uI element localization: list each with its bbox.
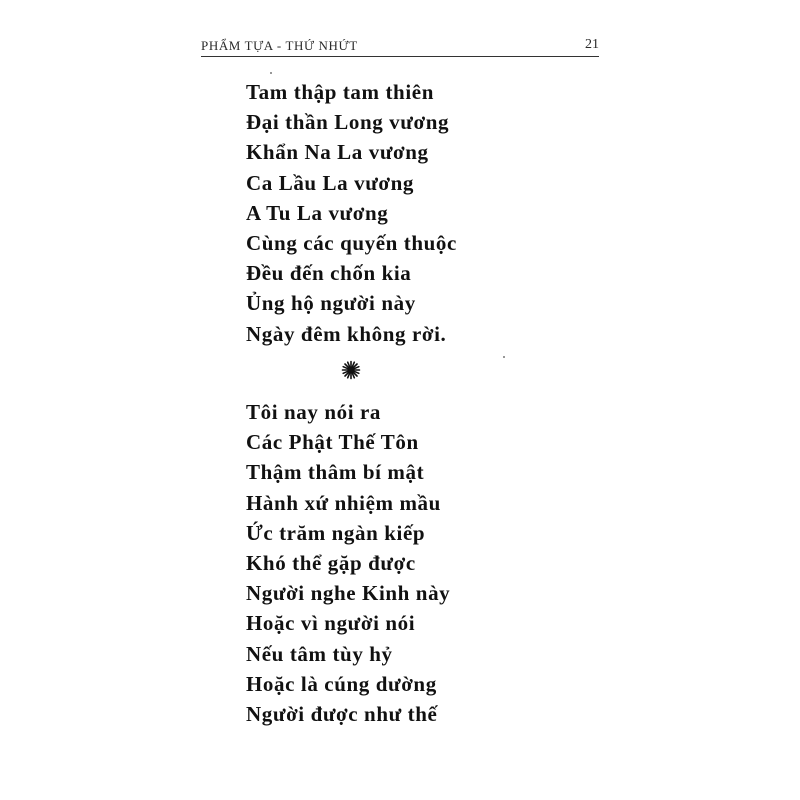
verse-stanza-1 xyxy=(246,77,457,349)
print-speck xyxy=(503,356,505,358)
verse-line: Cùng các quyến thuộc xyxy=(246,230,457,255)
verse-line: Hoặc là cúng dường xyxy=(246,671,437,696)
verse-line: A Tu La vương xyxy=(246,200,389,225)
running-header xyxy=(201,36,599,57)
page-number: 21 xyxy=(585,37,599,52)
verse-line: Nếu tâm tùy hỷ xyxy=(246,641,393,666)
asterisk-star-icon xyxy=(341,360,361,380)
verse-line: Ủng hộ người này xyxy=(246,291,416,316)
verse-line: Tam thập tam thiên xyxy=(246,80,434,104)
verse-line: Các Phật Thế Tôn xyxy=(246,430,419,455)
verse-line: Thậm thâm bí mật xyxy=(246,460,425,485)
verse-line: Hành xứ nhiệm mầu xyxy=(246,490,441,515)
verse-line: Người được như thế xyxy=(246,701,438,726)
verse-line: Khẩn Na La vương xyxy=(246,140,429,165)
verse-line: Ca Lầu La vương xyxy=(246,170,415,195)
verse-line: Ức trăm ngàn kiếp xyxy=(246,520,426,545)
verse-line: Tôi nay nói ra xyxy=(246,400,382,424)
print-speck xyxy=(270,72,272,74)
verse-line: Người nghe Kinh này xyxy=(246,581,451,606)
verse-line: Hoặc vì người nói xyxy=(246,611,416,636)
verse-line: Đại thần Long vương xyxy=(246,110,450,135)
verse-stanza-2 xyxy=(246,397,450,729)
verse-line: Ngày đêm không rời. xyxy=(246,321,447,346)
running-title: PHẨM TỰA - THỨ NHỨT xyxy=(201,38,358,53)
verse-line: Khó thể gặp được xyxy=(246,550,416,575)
verse-line: Đều đến chốn kia xyxy=(246,261,412,286)
